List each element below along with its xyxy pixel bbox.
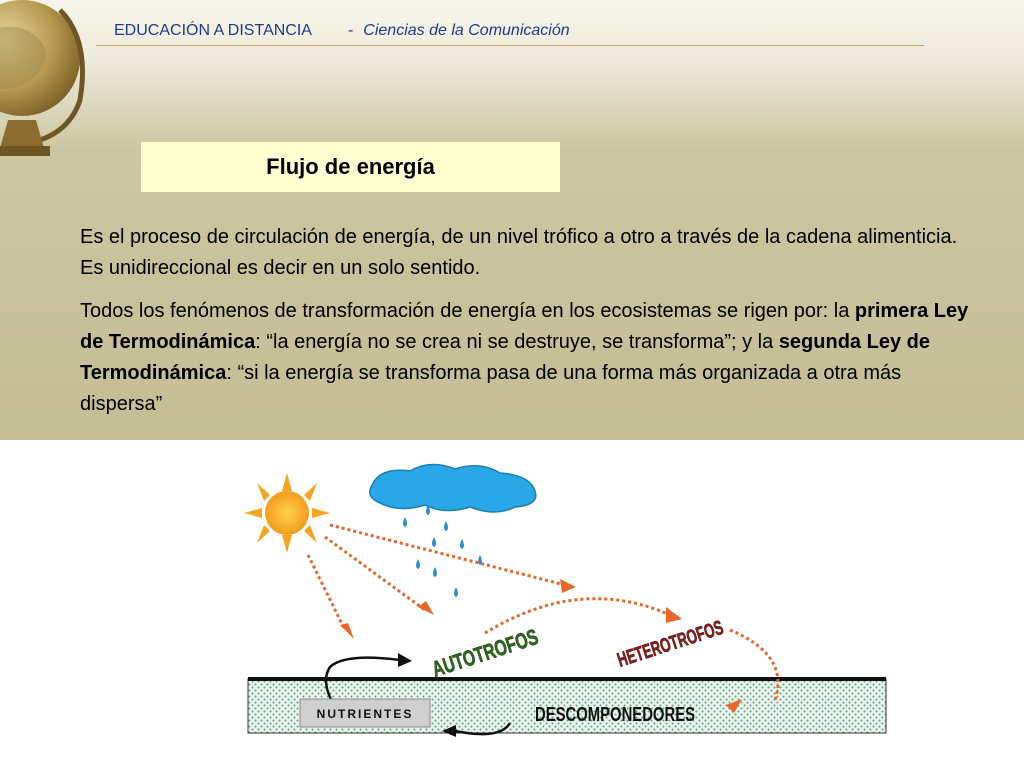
program-name: EDUCACIÓN A DISTANCIA bbox=[114, 22, 312, 39]
second-law: segunda Ley de Termodinámica bbox=[80, 331, 930, 384]
header bbox=[114, 22, 570, 40]
header-separator: - bbox=[347, 22, 354, 39]
autotrofos-label: AUTOTROFOS bbox=[428, 610, 583, 682]
subject-name: Ciencias de la Comunicación bbox=[363, 22, 570, 39]
rain-drops bbox=[403, 505, 482, 597]
globe-icon bbox=[0, 0, 100, 170]
energy-flow-diagram bbox=[230, 455, 900, 755]
body-text bbox=[80, 222, 970, 432]
sun-icon bbox=[244, 473, 330, 553]
laws-text-1: Todos los fenómenos de transformación de energía en los ecosistemas se rigen por: la bbox=[80, 300, 855, 322]
paragraph-laws bbox=[80, 296, 970, 420]
title-box bbox=[141, 142, 560, 192]
heterotrofos-label: HETEROTROFOS bbox=[614, 599, 781, 672]
descomponedores-label: DESCOMPONEDORES bbox=[535, 704, 695, 726]
laws-text-2: : “la energía no se crea ni se destruye, se transforma”; y la bbox=[255, 331, 779, 353]
header-divider bbox=[96, 45, 924, 46]
first-law: primera Ley de Termodinámica bbox=[80, 300, 969, 353]
laws-text-3: : “si la energía se transforma pasa de una forma más organizada a otra más dispersa” bbox=[80, 362, 902, 415]
cloud-icon bbox=[370, 464, 536, 512]
nutrientes-label: NUTRIENTES bbox=[316, 707, 414, 721]
page-title: Flujo de energía bbox=[266, 154, 435, 179]
paragraph-definition: Es el proceso de circulación de energía, de un nivel trófico a otro a través de la cadena alimenticia. Es unidireccional es decir en un solo sentido. bbox=[80, 226, 958, 279]
